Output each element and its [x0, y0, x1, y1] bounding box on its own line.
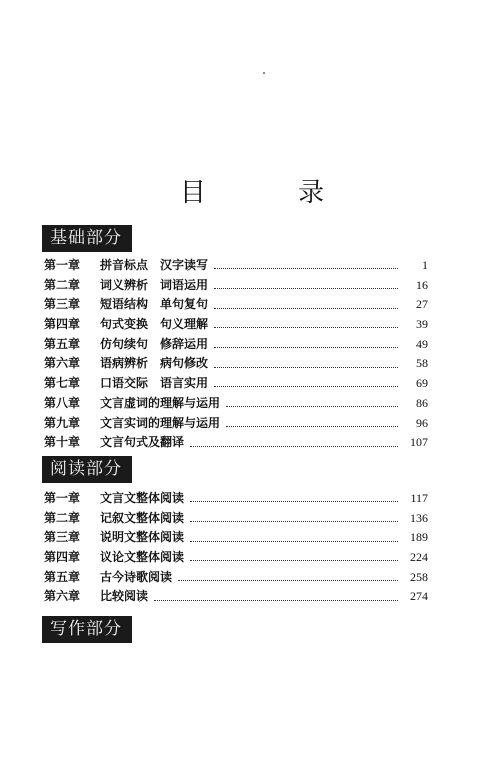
- chapter-number: 第四章: [44, 317, 81, 332]
- dot-leader: [190, 438, 398, 447]
- dot-leader: [190, 493, 398, 502]
- chapter-number: 第六章: [44, 589, 81, 604]
- toc-entry[interactable]: [44, 528, 428, 548]
- dot-leader: [214, 359, 398, 368]
- page-number: 107: [410, 435, 428, 450]
- page-number: 189: [410, 530, 428, 545]
- chapter-topic: 记叙文整体阅读: [100, 510, 185, 525]
- toc-entry[interactable]: [44, 509, 428, 529]
- chapter-topic: 语病辨析 病句修改: [100, 356, 209, 371]
- page-number: 16: [416, 277, 428, 292]
- section-header-writing: 写作部分: [42, 616, 132, 643]
- page-number: 96: [416, 415, 428, 430]
- toc-entry[interactable]: [44, 394, 428, 414]
- toc-entry[interactable]: [44, 414, 428, 434]
- chapter-topic: 议论文整体阅读: [100, 550, 185, 565]
- page-number: 69: [416, 376, 428, 391]
- dot-leader: [190, 513, 398, 522]
- chapter-number: 第六章: [44, 356, 81, 371]
- dot-leader: [226, 418, 398, 427]
- chapter-topic: 拼音标点 汉字读写: [100, 258, 209, 272]
- dot-leader: [190, 552, 398, 561]
- toc-entry[interactable]: [44, 489, 428, 509]
- chapter-number: 第四章: [44, 550, 81, 565]
- toc-entry[interactable]: [44, 568, 428, 588]
- dot-leader: [154, 592, 398, 601]
- toc-entry[interactable]: [44, 587, 428, 607]
- page-number: 117: [410, 491, 428, 505]
- dot-leader: [214, 280, 398, 289]
- toc-entry[interactable]: [44, 548, 428, 568]
- chapter-topic: 文言文整体阅读: [100, 491, 185, 505]
- dot-leader: [226, 398, 398, 407]
- dot-leader: [214, 300, 398, 309]
- page-number: 58: [416, 356, 428, 371]
- dot-leader: [214, 378, 398, 387]
- toc-entry[interactable]: [44, 433, 428, 453]
- page-title: 目 录: [179, 178, 367, 208]
- chapter-number: 第一章: [44, 258, 81, 272]
- chapter-topic: 短语结构 单句复句: [100, 297, 209, 312]
- chapter-number: 第三章: [44, 297, 81, 312]
- chapter-number: 第五章: [44, 569, 81, 584]
- toc-entry[interactable]: [44, 315, 428, 335]
- chapter-topic: 文言实词的理解与运用: [100, 415, 221, 430]
- chapter-number: 第七章: [44, 376, 81, 391]
- toc-entry[interactable]: [44, 256, 428, 276]
- chapter-number: 第十章: [44, 435, 81, 450]
- dot-leader: [190, 533, 398, 542]
- chapter-topic: 说明文整体阅读: [100, 530, 185, 545]
- toc-entry[interactable]: [44, 374, 428, 394]
- chapter-topic: 文言句式及翻译: [100, 435, 185, 450]
- toc-list-reading: [44, 489, 428, 607]
- page-number: 274: [410, 589, 428, 604]
- chapter-number: 第三章: [44, 530, 81, 545]
- page-number: 258: [410, 569, 428, 584]
- dot-leader: [178, 572, 398, 581]
- chapter-number: 第二章: [44, 277, 81, 292]
- chapter-topic: 句式变换 句义理解: [100, 317, 209, 332]
- page-number: 136: [410, 510, 428, 525]
- page-number: 1: [422, 258, 428, 272]
- paper-speck: [263, 72, 265, 74]
- chapter-number: 第八章: [44, 395, 81, 410]
- chapter-number: 第一章: [44, 491, 81, 505]
- chapter-number: 第二章: [44, 510, 81, 525]
- toc-entry[interactable]: [44, 276, 428, 296]
- dot-leader: [214, 339, 398, 348]
- chapter-number: 第五章: [44, 336, 81, 351]
- chapter-number: 第九章: [44, 415, 81, 430]
- toc-entry[interactable]: [44, 354, 428, 374]
- toc-list-basic: [44, 256, 428, 453]
- page-number: 86: [416, 395, 428, 410]
- page-number: 224: [410, 550, 428, 565]
- chapter-topic: 古今诗歌阅读: [100, 569, 173, 584]
- section-header-basic: 基础部分: [42, 225, 132, 252]
- dot-leader: [214, 260, 398, 269]
- page-number: 49: [416, 336, 428, 351]
- page-number: 27: [416, 297, 428, 312]
- section-header-reading: 阅读部分: [42, 456, 132, 483]
- dot-leader: [214, 319, 398, 328]
- toc-entry[interactable]: [44, 295, 428, 315]
- page-number: 39: [416, 317, 428, 332]
- chapter-topic: 文言虚词的理解与运用: [100, 395, 221, 410]
- toc-entry[interactable]: [44, 335, 428, 355]
- chapter-topic: 词义辨析 词语运用: [100, 277, 209, 292]
- chapter-topic: 仿句续句 修辞运用: [100, 336, 209, 351]
- chapter-topic: 比较阅读: [100, 589, 149, 604]
- chapter-topic: 口语交际 语言实用: [100, 376, 209, 391]
